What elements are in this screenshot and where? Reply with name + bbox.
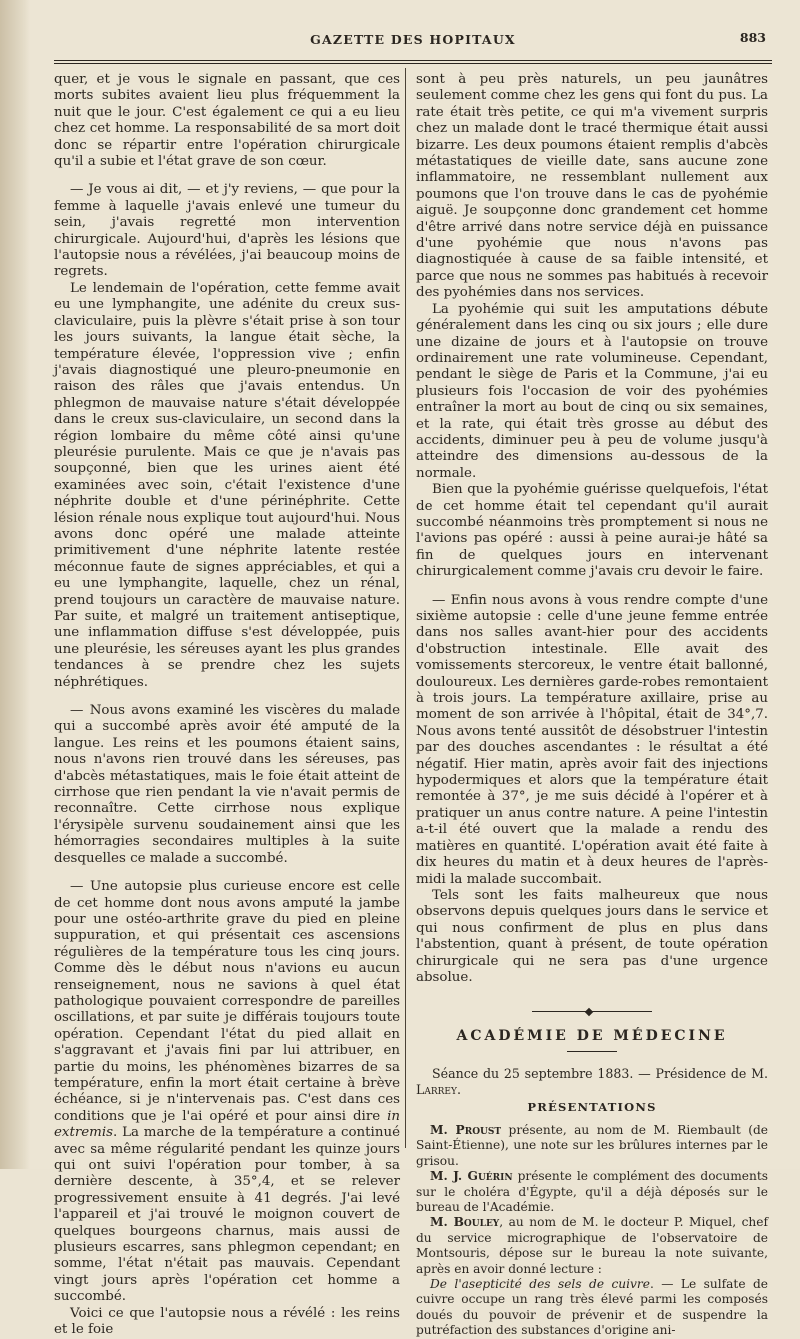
session-text: Séance du 25 septembre 1883. — Présidence de M. (432, 1065, 768, 1081)
paragraph-continuation: sont à peu près naturels, un peu jaunâtres seulement comme chez les gens qui font du pus. La rate était très petite, ce qui m'a vivement surpris chez un malade dont le tracé thermique était aussi bizarre. Les deux poumons étaient remplis d'abcès métastatiques de vieille date, sans aucune zone inflammatoire, ne ressemblant nullement aux poumons que l'on trouve dans le cas de pyohémie aiguë. Je soupçonne donc grandement cet homme d'être arrivé dans notre service déjà en puissance d'une pyohémie que nous n'avons pas diagnostiquée à cause de sa faible intensité, et parce que nous ne sommes pas habitués à recevoir des pyohémies dans nos services. (416, 72, 768, 301)
paragraph: Bien que la pyohémie guérisse quelquefois, l'état de cet homme était tel cependant qu'il aurait succombé néanmoins très promptement si nous ne l'avions pas opéré : aussi à peine aurai-je hâté sa fin de quelques jours en intervenant chirurgicalement comme j'avais cru devoir le faire. (416, 482, 768, 580)
section-title: ACADÉMIE DE MÉDECINE (456, 1028, 728, 1045)
right-column (416, 72, 768, 1339)
presenter-name: M. J. Guérin (430, 1169, 513, 1184)
paragraph (54, 879, 400, 1306)
latin-phrase: in extremis (54, 1108, 400, 1141)
presenter-name: M. Proust (430, 1122, 502, 1137)
section-rule (567, 1051, 617, 1052)
paragraph-text: — Une autopsie plus curieuse encore est celle de cet homme dont nous avons amputé la jambe pour une ostéo-arthrite grave du pied en pleine suppuration, et qui présentait ces ascensions régulières de la température tous les cinq jours. Comme dès le début nous n'avions eu aucun renseignement, nous ne savions à quel état pathologique pouvaient correspondre de pareilles oscillations, et par suite je différais toujours toute opération. Cependant l'état du pied allait en s'aggravant et j'avais fini par lui attribuer, en partie du moins, les phénomènes bizarres de sa température, enfin la mort était certaine à brève échéance, si je n'intervenais pas. C'est dans ces conditions que je l'ai opéré et pour ainsi dire (54, 879, 400, 1124)
session-text: . (456, 1082, 461, 1098)
paragraph-continuation: quer, et je vous le signale en passant, que ces morts subites avaient lieu plus fréquemment la nuit que le jour. C'est également ce qui a eu lieu chez cet homme. La responsabilité de sa mort doit donc se répartir entre l'opération chirurgicale qu'il a subie et l'état grave de son cœur. (54, 72, 400, 170)
note-paragraph (416, 1277, 768, 1339)
presenter-name: M. Bouley (430, 1215, 500, 1230)
note-title: De l'asepticité des sels de cuivre (430, 1277, 650, 1292)
presentation-text: , au nom de M. le docteur P. Miquel, chef du service micrographique de l'observatoire de Montsouris, dépose sur le bureau la note suivante, après en avoir donné lecture : (416, 1215, 768, 1276)
running-title: GAZETTE DES HOPITAUX (310, 32, 516, 47)
page-number: 883 (739, 30, 766, 45)
left-column (54, 72, 400, 1338)
paragraph: La pyohémie qui suit les amputations débute généralement dans les cinq ou six jours ; elle dure une dizaine de jours et à l'autopsie on trouve ordinairement une rate volumineuse. Cependant, pendant le siège de Paris et la Commune, j'ai eu plusieurs fois l'occasion de voir des pyohémies entraîner la mort au bout de cinq ou six semaines, et la rate, qui était très grosse au début des accidents, diminuer peu à peu de volume jusqu'à atteindre des dimensions au-dessous de la normale. (416, 301, 768, 481)
presentation-item (416, 1169, 768, 1215)
paragraph: — Je vous ai dit, — et j'y reviens, — que pour la femme à laquelle j'avais enlevé une tumeur du sein, j'avais regretté mon intervention chirurgicale. Aujourd'hui, d'après les lésions que l'autopsie nous a révélées, j'ai beaucoup moins de regrets. (54, 182, 400, 280)
note-text: . — Le sulfate de cuivre occupe un rang très élevé parmi les composés doués du pouvoir de prévenir et de suspendre la putréfaction des substances d'origine ani- (416, 1277, 768, 1338)
presentation-item (416, 1123, 768, 1169)
paragraph: — Enfin nous avons à vous rendre compte d'une sixième autopsie : celle d'une jeune femme entrée dans nos salles avant-hier pour des accidents d'obstruction intestinale. Elle avait des vomissements stercoreux, le ventre était ballonné, douloureux. Les dernières garde-robes remontaient à trois jours. La température axillaire, prise au moment de son arrivée à l'hôpital, était de 34°,7. Nous avons tenté aussitôt de désobstruer l'intestin par des douches ascendantes : le résultat a été négatif. Hier matin, après avoir fait des injections hypodermiques et alors que la température était remontée à 37°, je me suis décidé à l'opérer et à pratiquer un anus contre nature. A peine l'intestin a-t-il été ouvert que la malade a rendu des matières en quantité. L'opération avait été faite à dix heures du matin et à deux heures de l'après-midi la malade succombait. (416, 592, 768, 887)
session-president: Larrey (416, 1082, 457, 1098)
section-ornament (532, 1008, 652, 1016)
paragraph: Le lendemain de l'opération, cette femme avait eu une lymphangite, une adénite du creux sus-claviculaire, puis la plèvre s'était prise à son tour les jours suivants, la langue était sèche, la température élevée, l'oppression vive ; enfin j'avais diagnostiqué une pleuro-pneumonie en raison des râles que j'avais entendus. Un phlegmon de mauvaise nature s'était développée dans le creux sus-claviculaire, un second dans la région lombaire du même côté ainsi qu'une pleurésie purulente. Mais ce que je n'avais pas soupçonné, bien que les urines aient été examinées avec soin, c'était l'existence d'une néphrite double et d'une périnéphrite. Cette lésion rénale nous explique tout aujourd'hui. Nous avons donc opéré une malade atteinte primitivement d'une néphrite latente restée méconnue faute de signes appréciables, et qui a eu une lymphangite, laquelle, chez un rénal, prend toujours un caractère de mauvaise nature. Par suite, et malgré un traitement antiseptique, une inflammation diffuse s'est développée, puis une pleurésie, les séreuses ayant les plus grandes tendances à se prendre chez les sujets néphrétiques. (54, 280, 400, 690)
presentation-text: présente le complément des documents sur le choléra d'Égypte, qu'il a déjà déposés sur le bureau de l'Académie. (416, 1169, 768, 1214)
paragraph: Voici ce que l'autopsie nous a révélé : les reins et le foie (54, 1305, 400, 1338)
column-divider (405, 68, 406, 1148)
session-line (416, 1066, 768, 1099)
page-binding-shadow (0, 0, 30, 1169)
paragraph-text: . La marche de la température a continué avec sa même régularité pendant les quinze jours qui ont suivi l'opération pour tomber, à sa dernière descente, à 35°,4, et se relever progressivement ensuite à 41 degrés. J'ai levé l'appareil et j'ai trouvé le moignon couvert de quelques bourgeons charnus, mais aussi de plusieurs escarres, sans phlegmon cependant; en somme, l'état n'était pas mauvais. Cependant vingt jours après l'opération cet homme a succombé. (54, 1125, 400, 1305)
paragraph: — Nous avons examiné les viscères du malade qui a succombé après avoir été amputé de la langue. Les reins et les poumons étaient sains, nous n'avons rien trouvé dans les séreuses, pas d'abcès métastatiques, mais le foie était atteint de cirrhose que rien pendant la vie n'avait permis de reconnaître. Cette cirrhose nous explique l'érysipèle survenu soudainement ainsi que les hémorragies secondaires multiples à la suite desquelles ce malade a succombé. (54, 703, 400, 866)
presentation-item (416, 1215, 768, 1277)
presentations-title: PRÉSENTATIONS (527, 1099, 657, 1114)
page-header (54, 28, 772, 52)
presentation-text: présente, au nom de M. Riembault (de Saint-Étienne), une note sur les brûlures internes par le grisou. (416, 1122, 768, 1168)
presentations-list (416, 1123, 768, 1339)
paragraph: Tels sont les faits malheureux que nous observons depuis quelques jours dans le service et qui nous confirment de plus en plus dans l'abstention, quant à présent, de toute opération chirurgicale qui ne sera pas d'une urgence absolue. (416, 887, 768, 985)
header-double-rule (54, 60, 772, 64)
